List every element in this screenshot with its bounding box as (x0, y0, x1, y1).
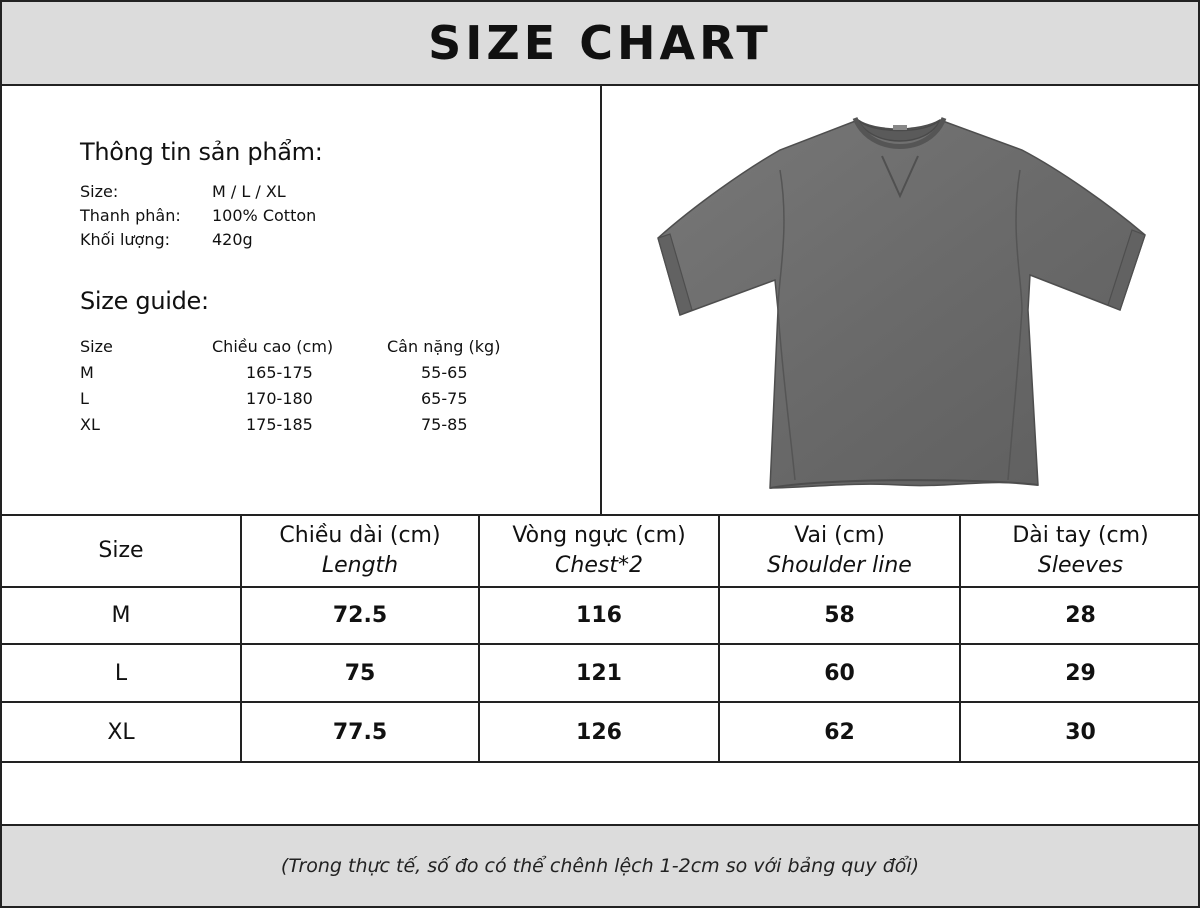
length-cell: 77.5 (241, 702, 479, 762)
header-sublabel: Length (321, 553, 399, 578)
table-row (1, 587, 1200, 644)
info-value: 420g (212, 230, 253, 249)
size-guide-table (80, 334, 560, 438)
size-guide-row (80, 360, 560, 386)
size-cell: L (1, 644, 241, 702)
header-cell-length (241, 515, 479, 587)
spacer-row (0, 760, 1200, 826)
size-guide-header-cell: Chiều cao (cm) (212, 337, 334, 356)
info-value: 100% Cotton (212, 206, 317, 225)
length-cell: 72.5 (241, 587, 479, 644)
size-guide-cell: M (80, 363, 94, 382)
measurement-table (0, 514, 1200, 763)
shoulder-cell: 62 (719, 702, 960, 762)
size-guide-header-cell: Cân nặng (kg) (387, 337, 501, 356)
page-title: SIZE CHART (428, 16, 772, 70)
size-guide-title: Size guide: (80, 287, 209, 315)
size-guide-cell: XL (80, 415, 100, 434)
chest-cell: 116 (479, 587, 719, 644)
size-guide-cell: 165-175 (246, 363, 313, 382)
chest-cell: 126 (479, 702, 719, 762)
shoulder-cell: 58 (719, 587, 960, 644)
size-guide-cell: 55-65 (421, 363, 468, 382)
chest-cell: 121 (479, 644, 719, 702)
info-label: Thanh phân: (80, 206, 181, 225)
header-label: Chiều dài (cm) (279, 523, 441, 548)
header-sublabel: Chest*2 (555, 553, 643, 578)
header-sublabel: Sleeves (1037, 553, 1124, 578)
size-guide-cell: L (80, 389, 89, 408)
header-cell-size (1, 515, 241, 587)
measurement-header-row (1, 515, 1200, 587)
product-info (80, 138, 580, 252)
table-row (1, 644, 1200, 702)
size-guide-cell: 175-185 (246, 415, 313, 434)
header-bar (0, 0, 1200, 86)
sleeves-cell: 28 (960, 587, 1200, 644)
info-label: Size: (80, 182, 119, 201)
size-guide-cell: 75-85 (421, 415, 468, 434)
table-row (1, 702, 1200, 762)
header-label: Vai (cm) (794, 523, 885, 548)
product-info-title: Thông tin sản phẩm: (80, 138, 323, 166)
size-guide-cell: 65-75 (421, 389, 468, 408)
shoulder-cell: 60 (719, 644, 960, 702)
size-guide-header (80, 334, 560, 360)
footer-bar (0, 824, 1200, 908)
info-label: Khối lượng: (80, 230, 171, 249)
tshirt-icon (650, 110, 1150, 495)
size-cell: M (1, 587, 241, 644)
info-value: M / L / XL (212, 182, 286, 201)
header-cell-shoulder (719, 515, 960, 587)
header-sublabel: Shoulder line (767, 553, 912, 578)
header-cell-sleeves (960, 515, 1200, 587)
vertical-divider (600, 86, 602, 516)
info-row-weight (80, 228, 580, 252)
header-cell-chest (479, 515, 719, 587)
info-row-material (80, 204, 580, 228)
info-row-size (80, 180, 580, 204)
header-label: Dài tay (cm) (1012, 523, 1149, 548)
length-cell: 75 (241, 644, 479, 702)
sleeves-cell: 29 (960, 644, 1200, 702)
size-guide-cell: 170-180 (246, 389, 313, 408)
footer-note: (Trong thực tế, số đo có thể chênh lệch 1-2cm so với bảng quy đổi) (280, 855, 920, 877)
size-cell: XL (1, 702, 241, 762)
header-label: Size (98, 538, 144, 563)
size-guide-row (80, 386, 560, 412)
size-guide-header-cell: Size (80, 337, 113, 356)
header-label: Vòng ngực (cm) (512, 523, 686, 548)
size-guide-row (80, 412, 560, 438)
sleeves-cell: 30 (960, 702, 1200, 762)
